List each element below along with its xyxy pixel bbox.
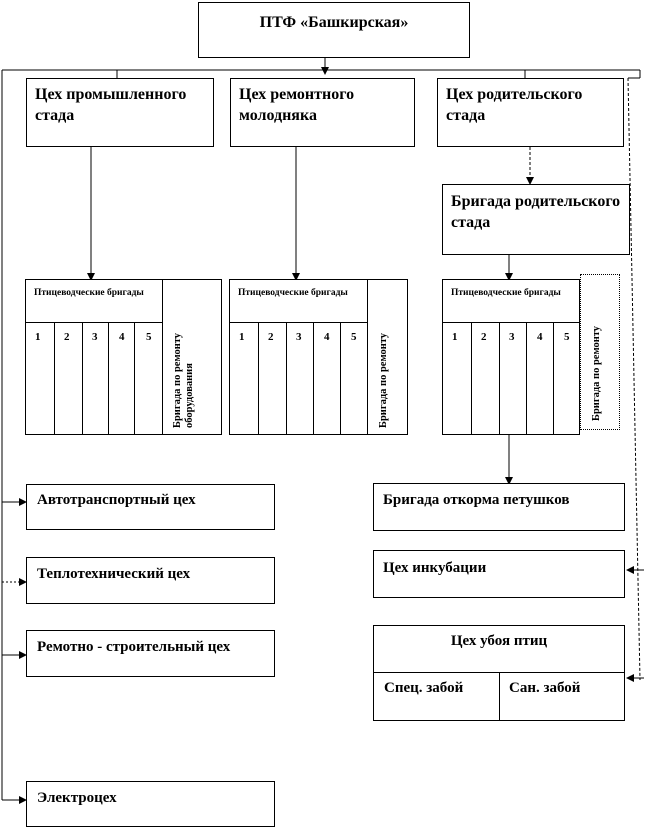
workshop-repair-box: [230, 78, 415, 147]
brigade-number: 4: [119, 331, 125, 343]
brigade-number: 2: [268, 331, 274, 343]
brigade-number: 1: [35, 331, 41, 343]
dept-electro: [26, 781, 275, 827]
parent-brigade-title: Бригада родительского стада: [451, 193, 621, 231]
spec-slaughter-label: Спец. забой: [384, 680, 464, 696]
brigade-number: 4: [537, 331, 543, 343]
brigade-number: 5: [564, 331, 570, 343]
workshop-parent-box: [437, 78, 624, 147]
brigade-number: 5: [351, 331, 357, 343]
repair-brigade-parent-box: [580, 274, 620, 430]
repair-brigade-label: Бригада по ремонту: [378, 332, 389, 428]
poultry-group-parent: [442, 279, 580, 435]
dept-incubation: [373, 550, 625, 598]
dept-electro-label: Электроцех: [37, 790, 117, 806]
dept-slaughter: [373, 625, 625, 721]
dept-fattening-label: Бригада откорма петушков: [383, 492, 570, 508]
brigade-number: 3: [92, 331, 98, 343]
right-bus-line: [628, 78, 640, 680]
dept-fattening: [373, 483, 625, 531]
poultry-group-industrial: [25, 279, 222, 435]
poultry-label: Птицеводческие бригады: [34, 288, 144, 298]
root-box: [198, 2, 470, 58]
dept-heat: [26, 557, 275, 604]
poultry-label: Птицеводческие бригады: [451, 288, 561, 298]
dept-slaughter-label: Цех убоя птиц: [450, 633, 548, 649]
root-title: ПТФ «Башкирская»: [259, 14, 409, 31]
repair-brigade-label: Бригада по ремонту оборудования: [172, 332, 195, 428]
workshop-industrial-box: [26, 78, 214, 147]
san-slaughter-label: Сан. забой: [509, 680, 581, 696]
dept-heat-label: Теплотехнический цех: [37, 566, 191, 582]
poultry-label: Птицеводческие бригады: [238, 288, 348, 298]
repair-brigade-label: Бригада по ремонту: [591, 325, 602, 421]
dept-incubation-label: Цех инкубации: [383, 560, 487, 576]
dept-autotransport-label: Автотранспортный цех: [37, 492, 196, 508]
parent-brigade-box: [442, 184, 630, 255]
brigade-number: 3: [509, 331, 515, 343]
dept-construction: [26, 630, 275, 677]
brigade-number: 1: [239, 331, 245, 343]
brigade-number: 3: [296, 331, 302, 343]
dept-construction-label: Ремотно - строительный цех: [37, 639, 231, 655]
brigade-number: 1: [452, 331, 458, 343]
brigade-number: 4: [324, 331, 330, 343]
brigade-number: 2: [64, 331, 70, 343]
brigade-number: 5: [146, 331, 152, 343]
dept-autotransport: [26, 484, 275, 530]
workshop-industrial-title: Цех промышленного стада: [35, 86, 187, 124]
poultry-group-repair: [229, 279, 408, 435]
brigade-number: 2: [481, 331, 487, 343]
workshop-repair-title: Цех ремонтного молодняка: [239, 86, 355, 124]
workshop-parent-title: Цех родительского стада: [446, 86, 583, 124]
